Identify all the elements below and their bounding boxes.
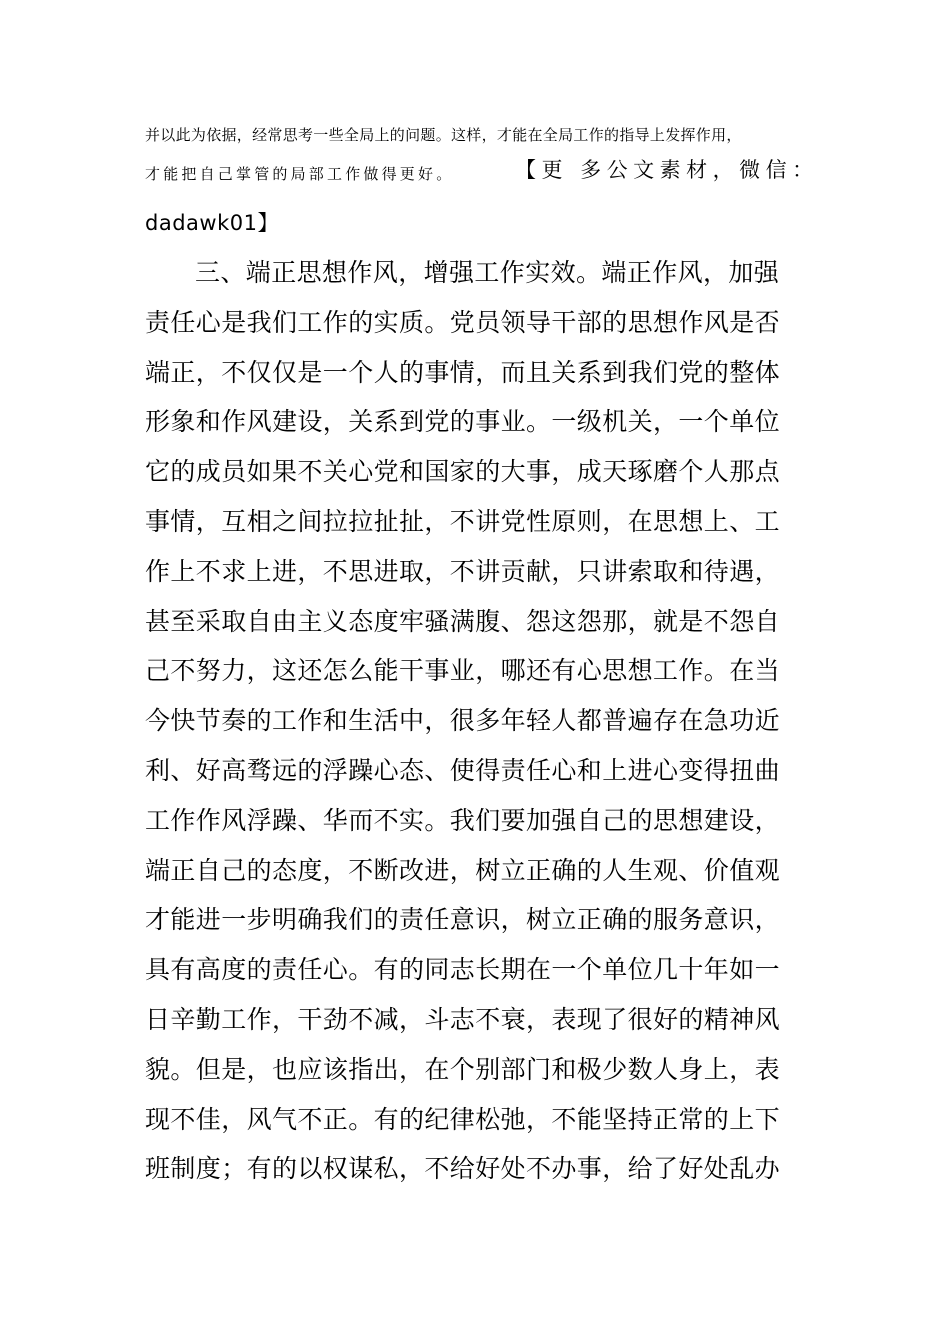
paragraph-line: 才能进一步明确我们的责任意识，树立正确的服务意识，	[145, 905, 781, 934]
paragraph-line: 貌。但是，也应该指出，在个别部门和极少数人身上，表	[145, 1055, 781, 1084]
paragraph-line: 利、好高骛远的浮躁心态、使得责任心和上进心变得扭曲	[145, 756, 781, 785]
paragraph-line: 形象和作风建设，关系到党的事业。一级机关，一个单位	[145, 407, 781, 436]
paragraph-text: 才能把自己掌管的局部工作做得更好。	[145, 165, 455, 183]
paragraph-line: 端正，不仅仅是一个人的事情，而且关系到我们党的整体	[145, 358, 781, 387]
paragraph-line: 责任心是我们工作的实质。党员领导干部的思想作风是否	[145, 308, 781, 337]
paragraph-line: 甚至采取自由主义态度牢骚满腹、怨这怨那，就是不怨自	[145, 607, 781, 636]
paragraph-line: 事情，互相之间拉拉扯扯，不讲党性原则，在思想上、工	[145, 507, 781, 536]
wechat-note: 【更 多公文素材，微信：	[515, 158, 819, 182]
wechat-id: dadawk01】	[145, 211, 279, 235]
paragraph-line: 作上不求上进，不思进取，不讲贡献，只讲索取和待遇，	[145, 557, 781, 586]
paragraph-line: 班制度；有的以权谋私，不给好处不办事，给了好处乱办	[145, 1154, 781, 1183]
paragraph-line: 今快节奏的工作和生活中，很多年轻人都普遍存在急功近	[145, 706, 781, 735]
paragraph-line: 并以此为依据，经常思考一些全局上的问题。这样，才能在全局工作的指导上发挥作用，	[145, 126, 742, 144]
paragraph-line	[145, 158, 819, 184]
section-heading-line: 三、端正思想作风，增强工作实效。端正作风，加强	[195, 258, 780, 287]
paragraph-line: 端正自己的态度，不断改进，树立正确的人生观、价值观	[145, 856, 781, 885]
paragraph-line: 工作作风浮躁、华而不实。我们要加强自己的思想建设，	[145, 806, 781, 835]
paragraph-line: 具有高度的责任心。有的同志长期在一个单位几十年如一	[145, 955, 781, 984]
paragraph-line: 现不佳，风气不正。有的纪律松弛，不能坚持正常的上下	[145, 1105, 781, 1134]
paragraph-line: 己不努力，这还怎么能干事业，哪还有心思想工作。在当	[145, 656, 781, 685]
paragraph-line: 它的成员如果不关心党和国家的大事，成天琢磨个人那点	[145, 457, 781, 486]
paragraph-line: 日辛勤工作，干劲不减，斗志不衰，表现了很好的精神风	[145, 1005, 781, 1034]
